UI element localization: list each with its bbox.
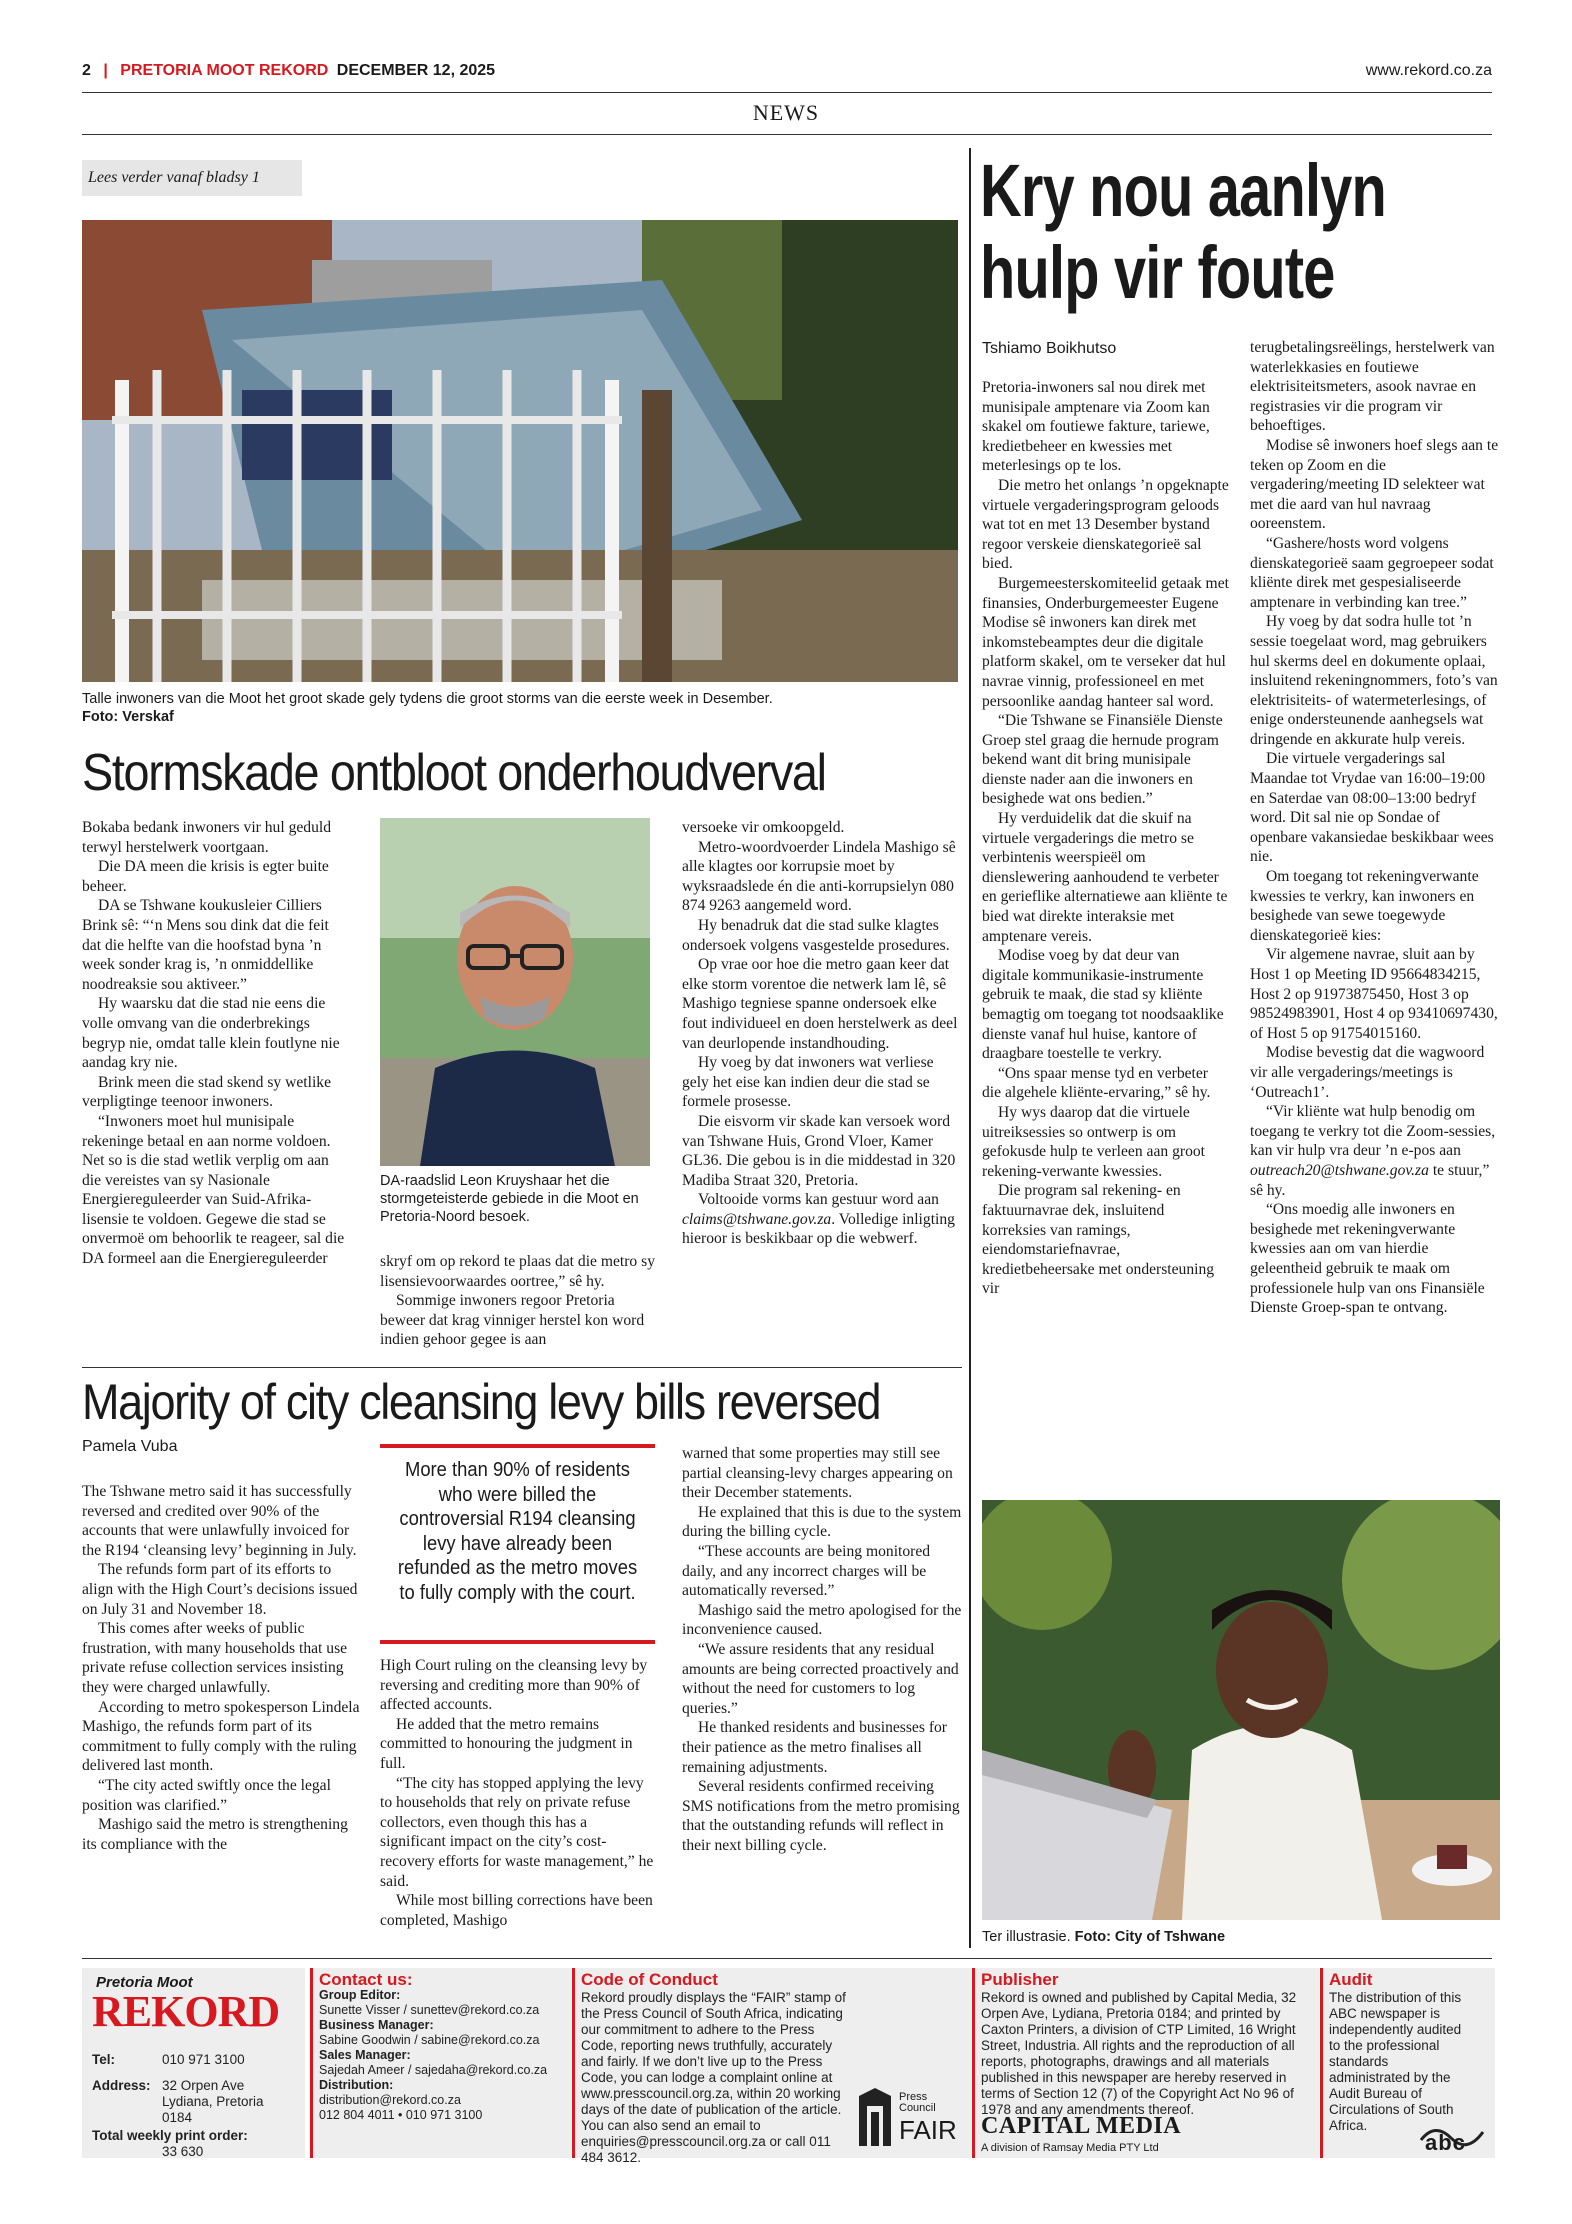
storm-photo-caption: [82, 690, 962, 726]
editor-value[interactable]: Sunette Visser / sunettev@rekord.co.za: [319, 2003, 540, 2017]
levy-paragraph: “These accounts are being monitored daily, and any incorrect charges will be automatically reversed.”: [682, 1542, 931, 1600]
website-link[interactable]: www.rekord.co.za: [1365, 62, 1492, 79]
storm-damage-illustration: [82, 220, 958, 682]
tel-value[interactable]: 010 971 3100: [162, 2052, 245, 2067]
storm-column-3: [682, 818, 962, 1249]
address-line: 32 Orpen Ave: [162, 2078, 245, 2093]
online-paragraph: Die program sal rekening- en faktuurnavrae dek, insluitend korreksies van ramings, eiendomstariefnavrae, kredietbeheersake met ondersteuning vir: [982, 1182, 1215, 1298]
online-photo-credit: Foto: City of Tshwane: [1074, 1929, 1226, 1945]
storm-paragraph: Hy benadruk dat die stad sulke klagtes ondersoek volgens vasgestelde prosedures.: [682, 916, 950, 954]
storm-paragraph: Hy voeg by dat inwoners wat verliese gely het eise kan indien deur die stad se formele prosesse.: [682, 1054, 934, 1111]
levy-pullquote-box: [380, 1444, 655, 1644]
section-label: NEWS: [752, 100, 820, 125]
storm-paragraph: Sommige inwoners regoor Pretoria beweer dat krag vinniger herstel kon word indien gehoor gegee is aan: [380, 1292, 645, 1349]
online-paragraph: “Ons spaar mense tyd en verbeter die algehele kliënte-ervaring,” sê hy.: [982, 1064, 1211, 1102]
storm-paragraph: “Inwoners moet hul munisipale rekeninge betaal en aan norme voldoen. Net so is die stad wetlik verplig om aan die vereistes van sy Nasionale Energiereguleerder van Suid-Afrika-lisensie te voldoen. Gegewe die stad se onvermoë om behoorlik te reageer, sal die DA formeel aan die Energiereguleerder: [82, 1112, 345, 1268]
tel-label: Tel:: [92, 2052, 115, 2067]
footer-tel: [92, 2052, 302, 2068]
woman-laptop-illustration: [982, 1500, 1500, 1920]
header-separator: |: [103, 62, 108, 79]
levy-paragraph: Several residents confirmed receiving SMS notifications from the metro promising that the outstanding refunds will reflect in their next billing cycle.: [682, 1778, 960, 1854]
print-order-value: 33 630: [162, 2144, 204, 2159]
contact-details: [319, 1988, 569, 2123]
levy-paragraph: “The city has stopped applying the levy to households that rely on private refuse collectors, even though this has a significant impact on the city’s cost-recovery efforts for waste management,” he said.: [380, 1774, 654, 1890]
conduct-heading: Code of Conduct: [581, 1970, 718, 1989]
levy-paragraph: Mashigo said the metro apologised for the inconvenience caused.: [682, 1601, 962, 1639]
address-line: Lydiana, Pretoria: [162, 2094, 264, 2109]
storm-paragraph: Brink meen die stad skend sy wetlike verpligtinge teenoor inwoners.: [82, 1073, 331, 1111]
badge-press: Press: [899, 2091, 928, 2103]
online-text: te stuur,” sê hy.: [1250, 1161, 1490, 1199]
online-paragraph: “Ons moedig alle inwoners en besighede met rekeningverwante kwessies aan om van hierdie geleentheid gebruik te maak om professionele hulp van ons Finansiële Dienste Groep-span te ontvang.: [1250, 1201, 1485, 1317]
audit-text: The distribution of this ABC newspaper is independently audited to the professional standards administrated by the Audit Bureau of Circulations of South Africa.: [1329, 1990, 1462, 2133]
storm-column-2: [380, 1252, 655, 1350]
storm-paragraph: Bokaba bedank inwoners vir hul geduld terwyl herstelwerk voortgaan.: [82, 819, 332, 856]
storm-paragraph: Die eisvorm vir skade kan versoek word van Tshwane Huis, Grond Vloer, Kamer GL36. Die gebou is in die middestad in 320 Madiba Straat 320, Pretoria.: [682, 1112, 956, 1189]
levy-paragraph: He thanked residents and businesses for their patience as the metro finalises all remaining adjustments.: [682, 1719, 948, 1776]
storm-paragraph: [682, 1190, 962, 1249]
storm-paragraph: versoeke vir omkoopgeld.: [682, 819, 845, 836]
levy-paragraph: The refunds form part of its efforts to align with the High Court’s decisions issued on July 31 and November 18.: [82, 1561, 358, 1618]
storm-headline[interactable]: Stormskade ontbloot onderhoudverval: [82, 744, 826, 802]
footer-top-rule: [82, 1958, 1492, 1959]
outreach-email-link[interactable]: outreach20@tshwane.gov.za: [1250, 1161, 1429, 1179]
conduct-text: Rekord proudly displays the “FAIR” stamp of the Press Council of South Africa, indicating our commitment to adhere to the Press Code, reporting news truthfully, accurately and fairly. If we don’t live up to the Press Code, you can lodge a complaint online at www.presscouncil.org.za, within 20 working days of the date of publication of the article. You can also send an email to enquiries@presscouncil.org.za or call 011 484 3612.: [581, 1990, 846, 2165]
councillor-caption: DA-raadslid Leon Kruyshaar het die stormgeteisterde gebiede in die Moot en Pretoria-Noord besoek.: [380, 1173, 639, 1225]
online-paragraph: Vir algemene navrae, sluit aan by Host 1 op Meeting ID 95664834215, Host 2 op 91973875450, Host 3 op 98524983901, Host 4 op 93410697430, of Host 5 op 91754015160.: [1250, 946, 1498, 1042]
storm-text: Voltooide vorms kan gestuur word aan: [698, 1191, 939, 1209]
levy-paragraph: Mashigo said the metro is strengthening its compliance with the: [82, 1816, 348, 1853]
online-paragraph: Pretoria-inwoners sal nou direk met munisipale amptenare via Zoom kan skakel om foutiewe fakture, tariewe, kredietbeheer en kwessies met meterlesings op te los.: [982, 379, 1210, 475]
storm-column-1: [82, 818, 350, 1269]
footer-conduct-box: [572, 1968, 971, 2165]
online-column-1: [982, 378, 1230, 1299]
footer-address: [92, 2078, 302, 2126]
masthead-logo: REKORD: [92, 1987, 280, 2036]
online-caption-text: Ter illustrasie.: [982, 1929, 1071, 1945]
footer-contact-box: [310, 1968, 571, 2158]
online-paragraph: Modise bevestig dat die wagwoord vir alle vergaderings/meetings is ‘Outreach1’.: [1250, 1044, 1485, 1101]
issue-date: DECEMBER 12, 2025: [336, 62, 496, 79]
claims-email-link[interactable]: claims@tshwane.gov.za: [682, 1210, 832, 1228]
online-paragraph: Om toegang tot rekeningverwante kwessies te verkry, kan inwoners en besighede van sewe toegewyde dienskategorieë kies:: [1250, 868, 1479, 944]
storm-paragraph: Hy waarsku dat die stad nie eens die volle omvang van die onderbrekings begryp nie, omdat talle klein foutlyne nie aandag kry nie.: [82, 995, 340, 1072]
online-paragraph: terugbetalingsreëlings, herstelwerk van waterlekkasies en foutiewe elektrisiteitsmeters, asook navrae en registrasies vir die program vir behoeftiges.: [1250, 339, 1495, 435]
page-header: [82, 62, 1492, 86]
footer-masthead-box: [82, 1968, 305, 2158]
online-paragraph: Modise voeg by dat deur van digitale kommunikasie-instrumente gebruik te maak, die stad sy kliënte bemagtig om toegang tot noodsaaklike dienste vanaf hul huise, kantore of draagbare toestelle te verkry.: [982, 947, 1224, 1063]
storm-caption-text: Talle inwoners van die Moot het groot skade gely tydens die groot storms van die eerste week in Desember.: [82, 691, 773, 707]
footer-print-order: [92, 2128, 302, 2160]
storm-photo-credit: Foto: Verskaf: [82, 709, 174, 725]
address-label: Address:: [92, 2078, 151, 2093]
address-line: 0184: [162, 2110, 193, 2125]
continued-tag[interactable]: Lees verder vanaf bladsy 1: [82, 160, 302, 196]
storm-text: . Volledige inligting hieroor is beskikbaar op die webwerf.: [682, 1210, 955, 1248]
masthead-small: Pretoria Moot: [96, 1974, 193, 1991]
levy-paragraph: “The city acted swiftly once the legal position was clarified.”: [82, 1776, 331, 1814]
footer-publisher-box: [972, 1968, 1319, 2158]
contact-heading: Contact us:: [319, 1970, 413, 1989]
online-photo-caption: [982, 1928, 1502, 1946]
online-headline[interactable]: [980, 150, 1386, 314]
online-paragraph: Die metro het onlangs ’n opgeknapte virtuele vergaderingsprogram geloods wat tot en met 13 Desember bystand regoor verskeie dienskategorieë sal bied.: [982, 476, 1229, 573]
online-paragraph: “Gashere/hosts word volgens dienskategorieë saam gegroepeer sodat kliënte direk met gespesialiseerde amptenare in verbinding kan tree.”: [1250, 534, 1494, 611]
section-rule: [82, 134, 1492, 135]
print-order-label: Total weekly print order:: [92, 2128, 248, 2143]
storm-paragraph: DA se Tshwane koukusleier Cilliers Brink sê: “‘n Mens sou dink dat die feit dat die helfte van die hoofstad byna ’n week sonder krag is, ’n onmiddellike noodreaksie sou aktiveer.”: [82, 897, 329, 993]
online-paragraph: Modise sê inwoners hoef slegs aan te teken op Zoom en die vergadering/meeting ID selekteer wat met die aard van hul navraag ooreenstem.: [1250, 436, 1499, 533]
capital-media-sub: A division of Ramsay Media PTY Ltd: [981, 2142, 1159, 2154]
levy-paragraph: He added that the metro remains committed to honouring the judgment in full.: [380, 1715, 633, 1772]
distribution-phone[interactable]: 012 804 4011 • 010 971 3100: [319, 2108, 483, 2122]
abc-logo: [1417, 2118, 1487, 2154]
levy-paragraph: According to metro spokesperson Lindela Mashigo, the refunds form part of its commitment to fully comply with the ruling delivered last month.: [82, 1698, 360, 1775]
levy-column-2: [380, 1656, 655, 1930]
pullquote-bottom-rule: [380, 1640, 655, 1644]
distribution-value[interactable]: distribution@rekord.co.za: [319, 2093, 461, 2107]
online-paragraph: “Die Tshwane se Finansiële Dienste Groep stel graag die hernude program bekend want dit bring munisipale dienste nader aan die inwoners en besighede wat ons bedien.”: [982, 712, 1223, 808]
online-column-2: [1250, 338, 1500, 1318]
online-paragraph: Burgemeesterskomiteelid getaak met finansies, Onderburgemeester Eugene Modise sê inwoners kan direk met inkomstebeamptes deur die digitale platform skakel, om te verseker dat hul navrae vinnig, professioneel en met persoonlike aandag hanteer sal word.: [982, 574, 1229, 710]
capital-media-logo: CAPITAL MEDIA: [981, 2113, 1182, 2139]
online-paragraph: [1250, 1102, 1500, 1200]
sales-value[interactable]: Sajedah Ameer / sajedaha@rekord.co.za: [319, 2063, 548, 2077]
online-paragraph: Die virtuele vergaderings sal Maandae tot Vrydae van 16:00–19:00 en Saterdae van 08:00–13:00 bedryf word. Dit sal nie op Sondae of openbare vakansiedae beskikbaar wees nie.: [1250, 750, 1494, 866]
levy-paragraph: The Tshwane metro said it has successfully reversed and credited over 90% of the accounts that were unlawfully invoiced for the R194 ‘cleansing levy’ beginning in July.: [82, 1483, 357, 1559]
councillor-portrait-photo: [380, 818, 650, 1166]
abc-logo-text: abc: [1425, 2130, 1466, 2155]
online-headline-line-1: Kry nou aanlyn: [980, 149, 1387, 232]
fair-stamp-icon: [855, 2086, 895, 2152]
badge-council: Council: [899, 2102, 936, 2114]
online-headline-line-2: hulp vir foute: [980, 231, 1335, 314]
levy-paragraph: “We assure residents that any residual amounts are being corrected proactively and without the need for customers to log queries.”: [682, 1640, 959, 1717]
online-text: “Vir kliënte wat hulp benodig om toegang te verkry tot die Zoom-sessies, kan vir hulp vra deur ’n e-pos aan: [1250, 1103, 1496, 1160]
business-label: Business Manager:: [319, 2018, 434, 2032]
online-paragraph: Hy wys daarop dat die virtuele uitreiksessies so ontwerp is om gefokusde hulp te verleen aan groot rekening-verwante kwessies.: [982, 1103, 1205, 1180]
address-lines: [162, 2078, 264, 2126]
online-paragraph: Hy voeg by dat sodra hulle tot ’n sessie toegelaat word, mag gebruikers hul skerms deel en dokumente oplaai, insluitend rekeningnommers, foto’s van elektrisiteits- of watermeterlesings, of enige ondersteunende aanhegsels wat dringende en akkurate hulp vereis.: [1250, 613, 1498, 748]
online-woman-photo: [982, 1500, 1500, 1920]
publisher-heading: Publisher: [981, 1970, 1059, 1989]
levy-paragraph: High Court ruling on the cleansing levy by reversing and crediting more than 90% of affected accounts.: [380, 1657, 648, 1714]
business-value[interactable]: Sabine Goodwin / sabine@rekord.co.za: [319, 2033, 540, 2047]
storm-paragraph: skryf om op rekord te plaas dat die metro sy lisensievoorwaardes oortree,” sê hy.: [380, 1253, 655, 1290]
storm-paragraph: Metro-woordvoerder Lindela Mashigo sê alle klagtes oor korrupsie moet by wyksraadslede én die anti-korrupsielyn 080 874 9263 aangemeld word.: [682, 838, 956, 915]
column-divider: [969, 148, 971, 1948]
page-number: 2: [82, 62, 91, 79]
paper-name: PRETORIA MOOT REKORD: [120, 62, 329, 79]
audit-heading: Audit: [1329, 1970, 1373, 1989]
levy-column-3: [682, 1444, 962, 1855]
online-byline: Tshiamo Boikhutso: [982, 340, 1117, 357]
storm-paragraph: Op vrae oor hoe die metro gaan keer dat elke storm vorentoe die netwerk lam lê, sê Mashigo tegniese spanne ondersoek elke fout individueel en doen herstelwerk as deel van deurlopende instandhouding.: [682, 956, 958, 1052]
levy-headline[interactable]: Majority of city cleansing levy bills reversed: [82, 1374, 881, 1430]
levy-paragraph: He explained that this is due to the system during the billing cycle.: [682, 1503, 962, 1541]
publisher-text: Rekord is owned and published by Capital Media, 32 Orpen Ave, Lydiana, Pretoria 0184; and printed by Caxton Printers, a division of CTP Limited, 16 Wright Street, Industria. All rights and the reproduction of all reports, photographs, drawings and all materials published in this newspaper are hereby reserved in terms of Section 12 (7) of the Copyright Act No 96 of 1978 and any amendments thereof.: [981, 1990, 1297, 2117]
sales-label: Sales Manager:: [319, 2048, 411, 2062]
levy-pullquote: More than 90% of residents who were billed the controversial R194 cleansing levy have already been refunded as the metro moves to fully comply with the court.: [397, 1459, 638, 1604]
councillor-illustration: [380, 818, 650, 1166]
levy-column-1: [82, 1482, 362, 1854]
levy-byline: Pamela Vuba: [82, 1438, 178, 1455]
distribution-label: Distribution:: [319, 2078, 394, 2092]
press-council-fair-badge: [855, 2086, 965, 2152]
levy-paragraph: While most billing corrections have been completed, Mashigo: [380, 1892, 653, 1929]
levy-paragraph: This comes after weeks of public frustration, with many households that use private refuse collection services insisting they were charged unlawfully.: [82, 1620, 348, 1696]
storm-damage-photo: [82, 220, 958, 682]
levy-top-rule: [82, 1367, 962, 1368]
footer-audit-box: [1320, 1968, 1495, 2158]
online-paragraph: Hy verduidelik dat die skuif na virtuele vergaderings die metro se verbintenis weerspieël om dienslewering aanhoudend te verbeter en gerieflike alternatiewe aan kliënte te bied wat direkte interaksie met amptenare vereis.: [982, 810, 1228, 945]
editor-label: Group Editor:: [319, 1988, 401, 2002]
header-rule: [82, 92, 1492, 93]
badge-fair: FAIR: [899, 2115, 957, 2145]
storm-paragraph: Die DA meen die krisis is egter buite beheer.: [82, 858, 329, 895]
levy-paragraph: warned that some properties may still see partial cleansing-levy charges appearing on their December statements.: [682, 1445, 953, 1502]
